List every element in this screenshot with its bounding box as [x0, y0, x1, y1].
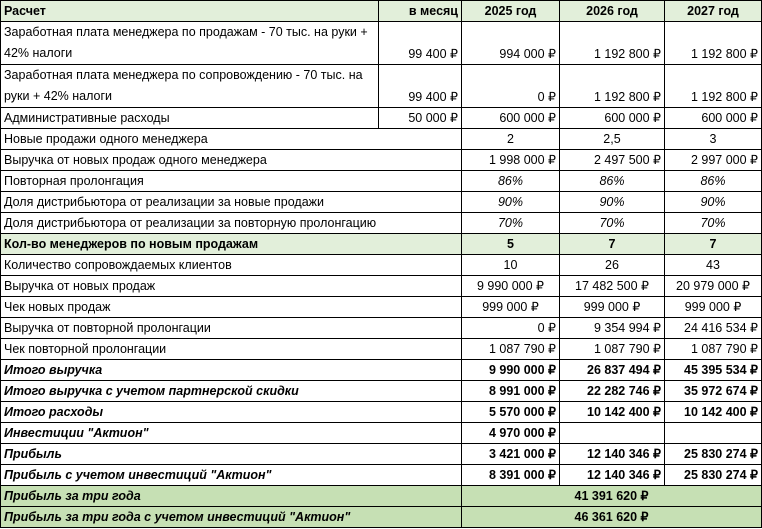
year-value: 1 087 790 ₽: [462, 339, 560, 360]
header-year-2027: 2027 год: [665, 1, 762, 22]
row-label: Выручка от новых продаж: [1, 276, 462, 297]
year-value: 70%: [462, 213, 560, 234]
table-row: [1, 65, 762, 108]
year-value: 90%: [665, 192, 762, 213]
header-label: Расчет: [1, 1, 379, 22]
year-value: 5: [462, 234, 560, 255]
year-value: 1 192 800 ₽: [560, 22, 665, 65]
table-row: [1, 192, 762, 213]
table-row: [1, 171, 762, 192]
table-row: [1, 402, 762, 423]
year-value: [560, 423, 665, 444]
month-value: 50 000 ₽: [379, 108, 462, 129]
year-value: 12 140 346 ₽: [560, 444, 665, 465]
table-row: [1, 486, 762, 507]
row-label: Количество сопровождаемых клиентов: [1, 255, 462, 276]
header-year-2025: 2025 год: [462, 1, 560, 22]
row-label: Выручка от повторной пролонгации: [1, 318, 462, 339]
year-value: 8 391 000 ₽: [462, 465, 560, 486]
year-value: 2: [462, 129, 560, 150]
header-month: в месяц: [379, 1, 462, 22]
row-label: Итого выручка с учетом партнерской скидки: [1, 381, 462, 402]
row-label: Доля дистрибьютора от реализации за новые продажи: [1, 192, 462, 213]
year-value: 1 087 790 ₽: [560, 339, 665, 360]
year-value: 70%: [665, 213, 762, 234]
year-value: 24 416 534 ₽: [665, 318, 762, 339]
year-value: 9 354 994 ₽: [560, 318, 665, 339]
year-value: 25 830 274 ₽: [665, 465, 762, 486]
row-label: Итого расходы: [1, 402, 462, 423]
year-value: 0 ₽: [462, 65, 560, 108]
year-value: 2,5: [560, 129, 665, 150]
year-value: 600 000 ₽: [462, 108, 560, 129]
table-row: [1, 297, 762, 318]
table-row: [1, 507, 762, 528]
year-value: 17 482 500 ₽: [560, 276, 665, 297]
year-value: 12 140 346 ₽: [560, 465, 665, 486]
year-value: 3 421 000 ₽: [462, 444, 560, 465]
year-value: 43: [665, 255, 762, 276]
year-value: 86%: [560, 171, 665, 192]
row-label: Прибыль за три года: [1, 486, 462, 507]
row-label: Чек повторной пролонгации: [1, 339, 462, 360]
year-value: 90%: [560, 192, 665, 213]
table-row: [1, 150, 762, 171]
table-row: [1, 444, 762, 465]
table-row: [1, 360, 762, 381]
three-year-total: 41 391 620 ₽: [462, 486, 762, 507]
row-label: Заработная плата менеджера по сопровождению - 70 тыс. на руки + 42% налоги: [1, 65, 379, 108]
year-value: 0 ₽: [462, 318, 560, 339]
year-value: 994 000 ₽: [462, 22, 560, 65]
table-row: [1, 276, 762, 297]
year-value: 35 972 674 ₽: [665, 381, 762, 402]
year-value: 1 192 800 ₽: [560, 65, 665, 108]
table-row: [1, 255, 762, 276]
table-row: [1, 234, 762, 255]
year-value: 600 000 ₽: [560, 108, 665, 129]
year-value: 86%: [665, 171, 762, 192]
year-value: 600 000 ₽: [665, 108, 762, 129]
row-label: Выручка от новых продаж одного менеджера: [1, 150, 462, 171]
year-value: 86%: [462, 171, 560, 192]
year-value: [665, 423, 762, 444]
year-value: 7: [560, 234, 665, 255]
year-value: 1 998 000 ₽: [462, 150, 560, 171]
year-value: 7: [665, 234, 762, 255]
year-value: 2 997 000 ₽: [665, 150, 762, 171]
year-value: 999 000 ₽: [462, 297, 560, 318]
year-value: 999 000 ₽: [560, 297, 665, 318]
table-row: [1, 339, 762, 360]
year-value: 25 830 274 ₽: [665, 444, 762, 465]
year-value: 1 087 790 ₽: [665, 339, 762, 360]
table-row: [1, 423, 762, 444]
row-label: Заработная плата менеджера по продажам - 70 тыс. на руки + 42% налоги: [1, 22, 379, 65]
row-label: Прибыль: [1, 444, 462, 465]
month-value: 99 400 ₽: [379, 22, 462, 65]
row-label: Административные расходы: [1, 108, 379, 129]
year-value: 70%: [560, 213, 665, 234]
year-value: 3: [665, 129, 762, 150]
table-row: [1, 108, 762, 129]
row-label: Прибыль с учетом инвестиций "Актион": [1, 465, 462, 486]
table-row: [1, 318, 762, 339]
row-label: Инвестиции "Актион": [1, 423, 462, 444]
row-label: Новые продажи одного менеджера: [1, 129, 462, 150]
table-row: [1, 465, 762, 486]
table-row: [1, 381, 762, 402]
year-value: 10: [462, 255, 560, 276]
month-value: 99 400 ₽: [379, 65, 462, 108]
year-value: 8 991 000 ₽: [462, 381, 560, 402]
year-value: 20 979 000 ₽: [665, 276, 762, 297]
year-value: 2 497 500 ₽: [560, 150, 665, 171]
year-value: 4 970 000 ₽: [462, 423, 560, 444]
year-value: 1 192 800 ₽: [665, 22, 762, 65]
row-label: Итого выручка: [1, 360, 462, 381]
three-year-total: 46 361 620 ₽: [462, 507, 762, 528]
table-row: [1, 22, 762, 65]
year-value: 9 990 000 ₽: [462, 276, 560, 297]
year-value: 90%: [462, 192, 560, 213]
table-row: [1, 213, 762, 234]
year-value: 10 142 400 ₽: [665, 402, 762, 423]
row-label: Кол-во менеджеров по новым продажам: [1, 234, 462, 255]
row-label: Прибыль за три года с учетом инвестиций "Актион": [1, 507, 462, 528]
header-year-2026: 2026 год: [560, 1, 665, 22]
year-value: 26 837 494 ₽: [560, 360, 665, 381]
year-value: 45 395 534 ₽: [665, 360, 762, 381]
header-row: [1, 1, 762, 22]
year-value: 26: [560, 255, 665, 276]
year-value: 5 570 000 ₽: [462, 402, 560, 423]
row-label: Чек новых продаж: [1, 297, 462, 318]
year-value: 999 000 ₽: [665, 297, 762, 318]
year-value: 22 282 746 ₽: [560, 381, 665, 402]
table-row: [1, 129, 762, 150]
year-value: 9 990 000 ₽: [462, 360, 560, 381]
row-label: Доля дистрибьютора от реализации за повторную пролонгацию: [1, 213, 462, 234]
year-value: 10 142 400 ₽: [560, 402, 665, 423]
year-value: 1 192 800 ₽: [665, 65, 762, 108]
row-label: Повторная пролонгация: [1, 171, 462, 192]
